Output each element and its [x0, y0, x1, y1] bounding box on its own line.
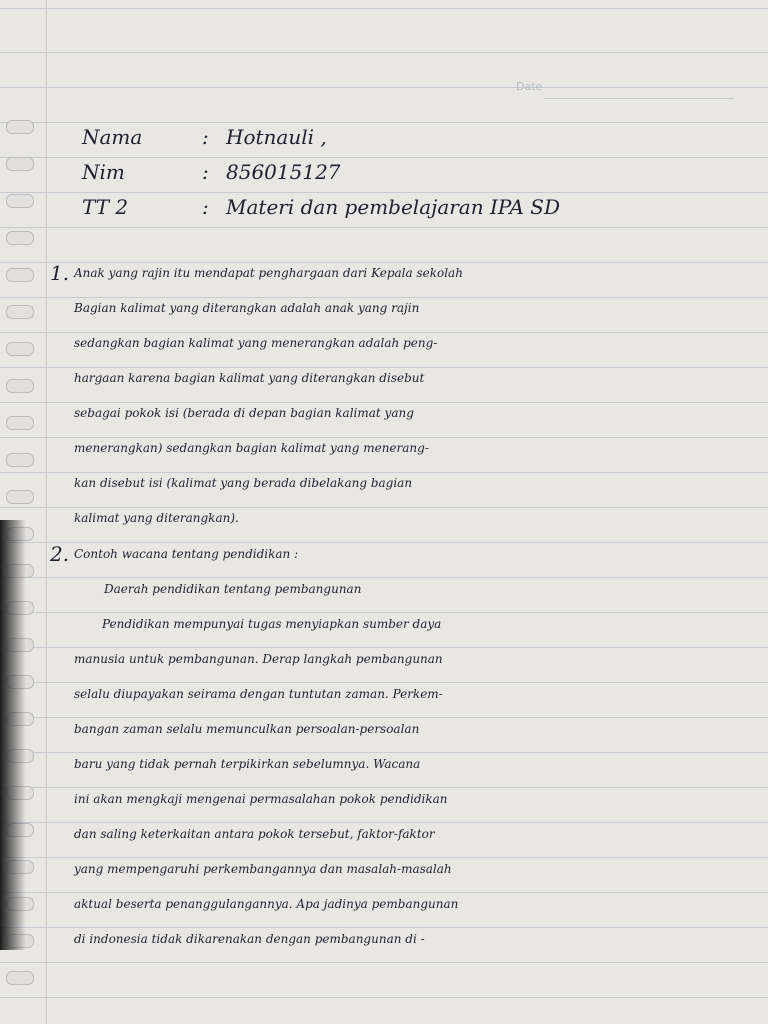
info-row-assignment: [82, 190, 722, 225]
text-line: kan disebut isi (kalimat yang berada dibelakang bagian: [74, 476, 413, 490]
info-row-nim: [82, 155, 722, 190]
info-key: TT 2: [82, 195, 129, 219]
binder-hole: [6, 453, 34, 467]
answer-number: 2.: [50, 542, 70, 566]
info-separator: :: [202, 125, 209, 149]
answer-1: [50, 256, 750, 536]
info-key: Nama: [82, 125, 143, 149]
text-line: di indonesia tidak dikarenakan dengan pembangunan di -: [74, 932, 425, 946]
text-line: kalimat yang diterangkan).: [74, 511, 239, 525]
binder-hole: [6, 342, 34, 356]
info-row-name: [82, 120, 722, 155]
binder-hole: [6, 971, 34, 985]
text-line: Anak yang rajin itu mendapat penghargaan dari Kepala sekolah: [74, 266, 463, 280]
date-line: [544, 98, 734, 99]
text-line: baru yang tidak pernah terpikirkan sebelumnya. Wacana: [74, 757, 421, 771]
info-value: Materi dan pembelajaran IPA SD: [226, 195, 561, 219]
text-line: menerangkan) sedangkan bagian kalimat yang menerang-: [74, 441, 429, 455]
binder-hole: [6, 379, 34, 393]
answer-2: [50, 537, 750, 957]
info-value: 856015127: [226, 160, 341, 184]
answer-text: [74, 256, 750, 536]
binder-hole: [6, 268, 34, 282]
text-line: ini akan mengkaji mengenai permasalahan pokok pendidikan: [74, 792, 448, 806]
binder-hole: [6, 157, 34, 171]
text-line: Contoh wacana tentang pendidikan :: [74, 547, 299, 561]
text-line: sebagai pokok isi (berada di depan bagian kalimat yang: [74, 406, 414, 420]
text-line: hargaan karena bagian kalimat yang diterangkan disebut: [74, 371, 425, 385]
answer-number: 1.: [50, 261, 70, 285]
student-info: [82, 120, 722, 225]
binder-hole: [6, 120, 34, 134]
text-line: manusia untuk pembangunan. Derap langkah pembangunan: [74, 652, 443, 666]
binder-hole: [6, 490, 34, 504]
text-line: dan saling keterkaitan antara pokok tersebut, faktor-faktor: [74, 827, 435, 841]
text-line: bangan zaman selalu memunculkan persoalan-persoalan: [74, 722, 420, 736]
text-line: yang mempengaruhi perkembangannya dan masalah-masalah: [74, 862, 452, 876]
binder-hole: [6, 194, 34, 208]
info-key: Nim: [82, 160, 125, 184]
info-separator: :: [202, 160, 209, 184]
date-label: Date: [516, 80, 543, 93]
page-shadow: [0, 520, 26, 950]
wacana-title: Daerah pendidikan tentang pembangunan: [104, 582, 362, 596]
text-line: Pendidikan mempunyai tugas menyiapkan sumber daya: [102, 617, 442, 631]
text-line: aktual beserta penanggulangannya. Apa jadinya pembangunan: [74, 897, 459, 911]
text-line: sedangkan bagian kalimat yang menerangkan adalah peng-: [74, 336, 438, 350]
info-value: Hotnauli ,: [226, 125, 327, 149]
info-separator: :: [202, 195, 209, 219]
margin-line: [46, 0, 47, 1024]
text-line: Bagian kalimat yang diterangkan adalah anak yang rajin: [74, 301, 420, 315]
answer-text: [74, 537, 750, 957]
text-line: selalu diupayakan seirama dengan tuntutan zaman. Perkem-: [74, 687, 443, 701]
binder-hole: [6, 305, 34, 319]
binder-hole: [6, 231, 34, 245]
binder-hole: [6, 416, 34, 430]
